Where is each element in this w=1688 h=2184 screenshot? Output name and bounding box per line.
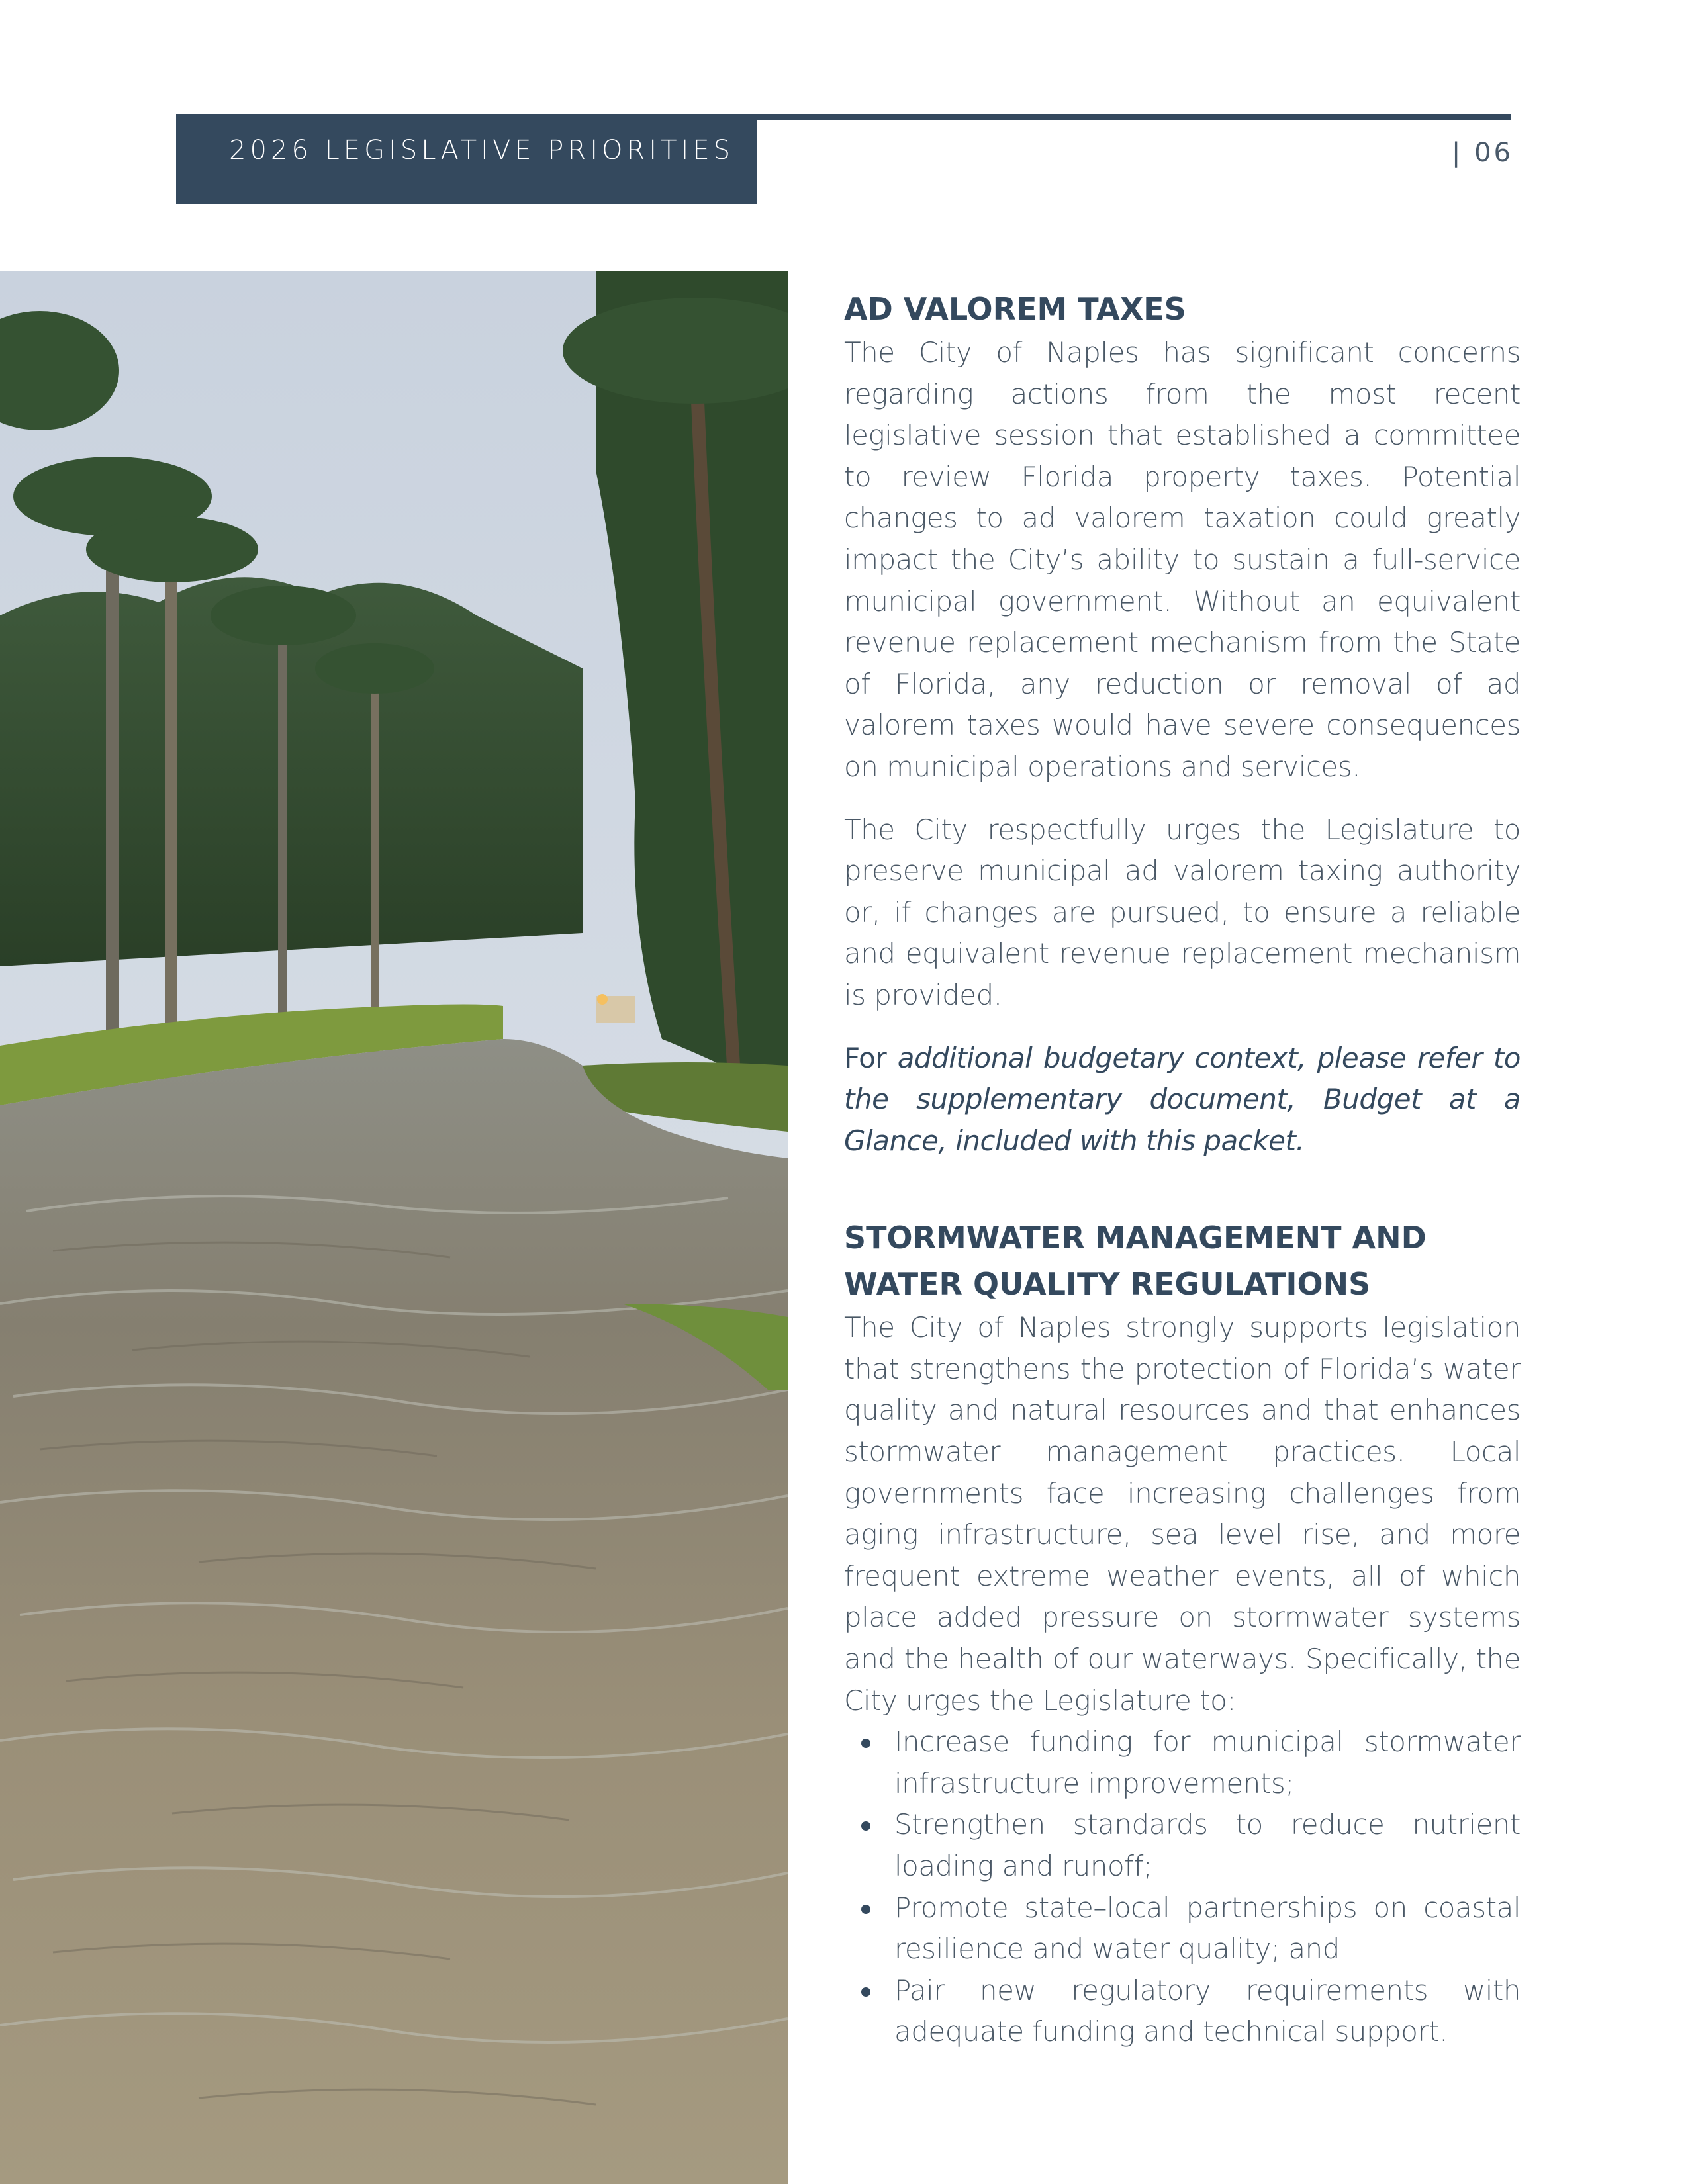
text-column — [844, 286, 1521, 2053]
page-number: | 06 — [1451, 138, 1513, 168]
ad-valorem-paragraph-2: The City respectfully urges the Legislature to preserve municipal ad valorem taxing authority or, if changes are pursued, to ensure a reliable and equivalent revenue replacement mechanism is provided. — [844, 813, 1521, 1011]
stormwater-paragraph: The City of Naples strongly supports legislation that strengthens the protection of Florida’s water quality and natural resources and that enhances stormwater management practices. Local governments face increasing challenges from aging infrastructure, sea level rise, and more frequent extreme weather events, all of which place added pressure on stormwater systems and the health of our waterways. Specifically, the City urges the Legislature to: — [844, 1311, 1521, 1717]
list-item — [844, 1970, 1521, 2053]
bullet-text: Increase funding for municipal stormwater infrastructure improvements; — [894, 1725, 1521, 1799]
stormwater-heading — [844, 1214, 1521, 1307]
section-spacer — [844, 1161, 1521, 1214]
list-item — [844, 1804, 1521, 1887]
ad-valorem-paragraph-1: The City of Naples has significant concerns regarding actions from the most recent legislative session that established a committee to review Florida property taxes. Potential changes to ad valorem taxation could greatly impact the City’s ability to sustain a full-service municipal government. Without an equivalent revenue replacement mechanism from the State of Florida, any reduction or removal of ad valorem taxes would have severe consequences on municipal operations and services. — [844, 336, 1521, 783]
list-item — [844, 1721, 1521, 1804]
budget-note — [844, 1038, 1521, 1162]
bullet-text: Pair new regulatory requirements with adequate funding and technical support. — [894, 1974, 1521, 2048]
stormwater-bullet-list — [844, 1721, 1521, 2053]
header-title: 2026 LEGISLATIVE PRIORITIES — [229, 135, 734, 165]
bullet-text: Strengthen standards to reduce nutrient loading and runoff; — [894, 1808, 1521, 1882]
budget-note-italic: additional budgetary context, please refer to the supplementary document, Budget at a Glance, included with this packet. — [844, 1041, 1521, 1157]
flooded-street-illustration — [0, 271, 788, 2184]
stormwater-heading-line-2: WATER QUALITY REGULATIONS — [844, 1266, 1371, 1302]
stormwater-heading-line-1: STORMWATER MANAGEMENT AND — [844, 1220, 1427, 1256]
bullet-icon — [861, 1739, 870, 1748]
bullet-icon — [861, 1987, 870, 1997]
bullet-text: Promote state–local partnerships on coastal resilience and water quality; and — [894, 1891, 1521, 1966]
flooded-street-photo — [0, 271, 788, 2184]
bullet-icon — [861, 1821, 870, 1831]
list-item — [844, 1888, 1521, 1970]
ad-valorem-heading: AD VALOREM TAXES — [844, 291, 1186, 327]
budget-note-lead: For — [844, 1041, 898, 1074]
bullet-icon — [861, 1905, 870, 1914]
